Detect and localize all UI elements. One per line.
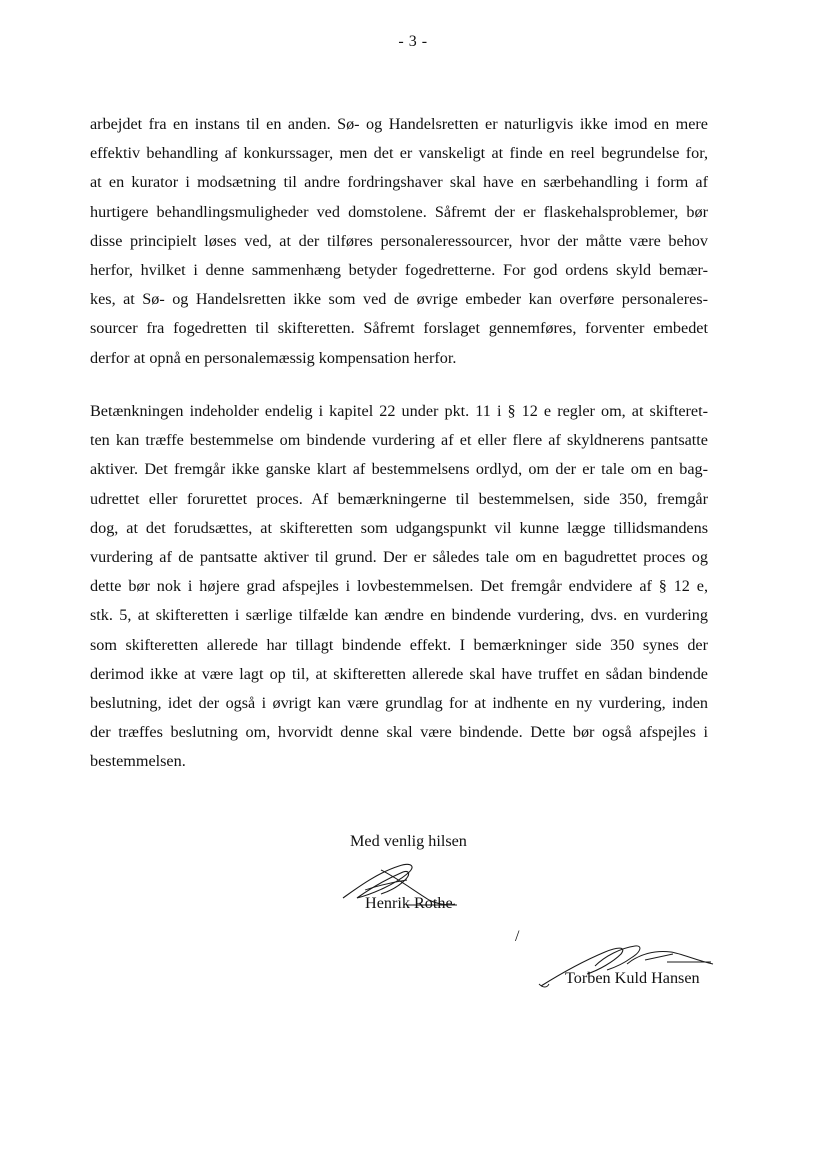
text-line: dog, at det forudsættes, at skifteretten som udgangspunkt vil kunne lægge tillidsmandens xyxy=(90,518,708,537)
text-line: vurdering af de pantsatte aktiver til grund. Der er således tale om en bagudrettet proces og xyxy=(90,548,708,567)
text-line: arbejdet fra en instans til en anden. Sø- og Handelsretten er naturligvis ikke imod en mere xyxy=(90,115,708,133)
paragraph-1 xyxy=(90,110,708,373)
paragraph-2 xyxy=(90,397,708,777)
text-line: dette bør nok i højere grad afspejles i lovbestemmelsen. Det fremgår endvidere af § 12 e, xyxy=(90,577,708,596)
text-line: aktiver. Det fremgår ikke ganske klart af bestemmelsens ordlyd, om der er tale om en bag- xyxy=(90,460,708,479)
text-line: ten kan træffe bestemmelse om bindende vurdering af et eller flere af skyldnerens pantsatte xyxy=(90,431,708,450)
page-number: - 3 - xyxy=(398,33,428,50)
signature-block-2 xyxy=(535,940,725,992)
text-line: udrettet eller forurettet proces. Af bemærkningerne til bestemmelsen, side 350, fremgår xyxy=(90,489,708,508)
signatory-name-2: Torben Kuld Hansen xyxy=(565,969,700,987)
text-line: disse principielt løses ved, at der tilføres personaleressourcer, hvor der måtte være behov xyxy=(90,231,708,250)
signatory-name-1: Henrik Rothe xyxy=(365,894,453,912)
text-line: beslutning, idet der også i øvrigt kan være grundlag for at indhente en ny vurdering, inden xyxy=(90,694,708,713)
text-line: bestemmelsen. xyxy=(90,752,186,771)
text-line: effektiv behandling af konkurssager, men det er vanskeligt at finde en reel begrundelse for, xyxy=(90,144,708,163)
text-line: kes, at Sø- og Handelsretten ikke som ved de øvrige embeder kan overføre personaleres- xyxy=(90,290,708,309)
text-line: Betænkningen indeholder endelig i kapitel 22 under pkt. 11 i § 12 e regler om, at skifteret- xyxy=(90,402,708,420)
text-line: hurtigere behandlingsmuligheder ved domstolene. Såfremt der er flaskehalsproblemer, bør xyxy=(90,202,708,221)
text-line: derfor at opnå en personalemæssig kompensation herfor. xyxy=(90,348,457,367)
text-line: stk. 5, at skifteretten i særlige tilfælde kan ændre en bindende vurdering, dvs. en vurdering xyxy=(90,606,708,625)
text-line: sourcer fra fogedretten til skifteretten. Såfremt forslaget gennemføres, forventer embedet xyxy=(90,319,708,338)
text-line: der træffes beslutning om, hvorvidt denne skal være bindende. Dette bør også afspejles i xyxy=(90,723,708,742)
signature-block-1 xyxy=(337,858,467,918)
text-line: som skifteretten allerede har tillagt bindende effekt. I bemærkninger side 350 synes der xyxy=(90,635,708,654)
text-line: derimod ikke at være lagt op til, at skifteretten allerede skal have truffet en sådan bindende xyxy=(90,664,708,683)
closing-greeting: Med venlig hilsen xyxy=(350,832,467,850)
text-line: at en kurator i modsætning til andre fordringshaver skal have en særbehandling i form af xyxy=(90,173,708,192)
signature-separator: / xyxy=(515,928,520,945)
text-line: herfor, hvilket i denne sammenhæng betyder fogedretterne. For god ordens skyld bemær- xyxy=(90,261,708,280)
